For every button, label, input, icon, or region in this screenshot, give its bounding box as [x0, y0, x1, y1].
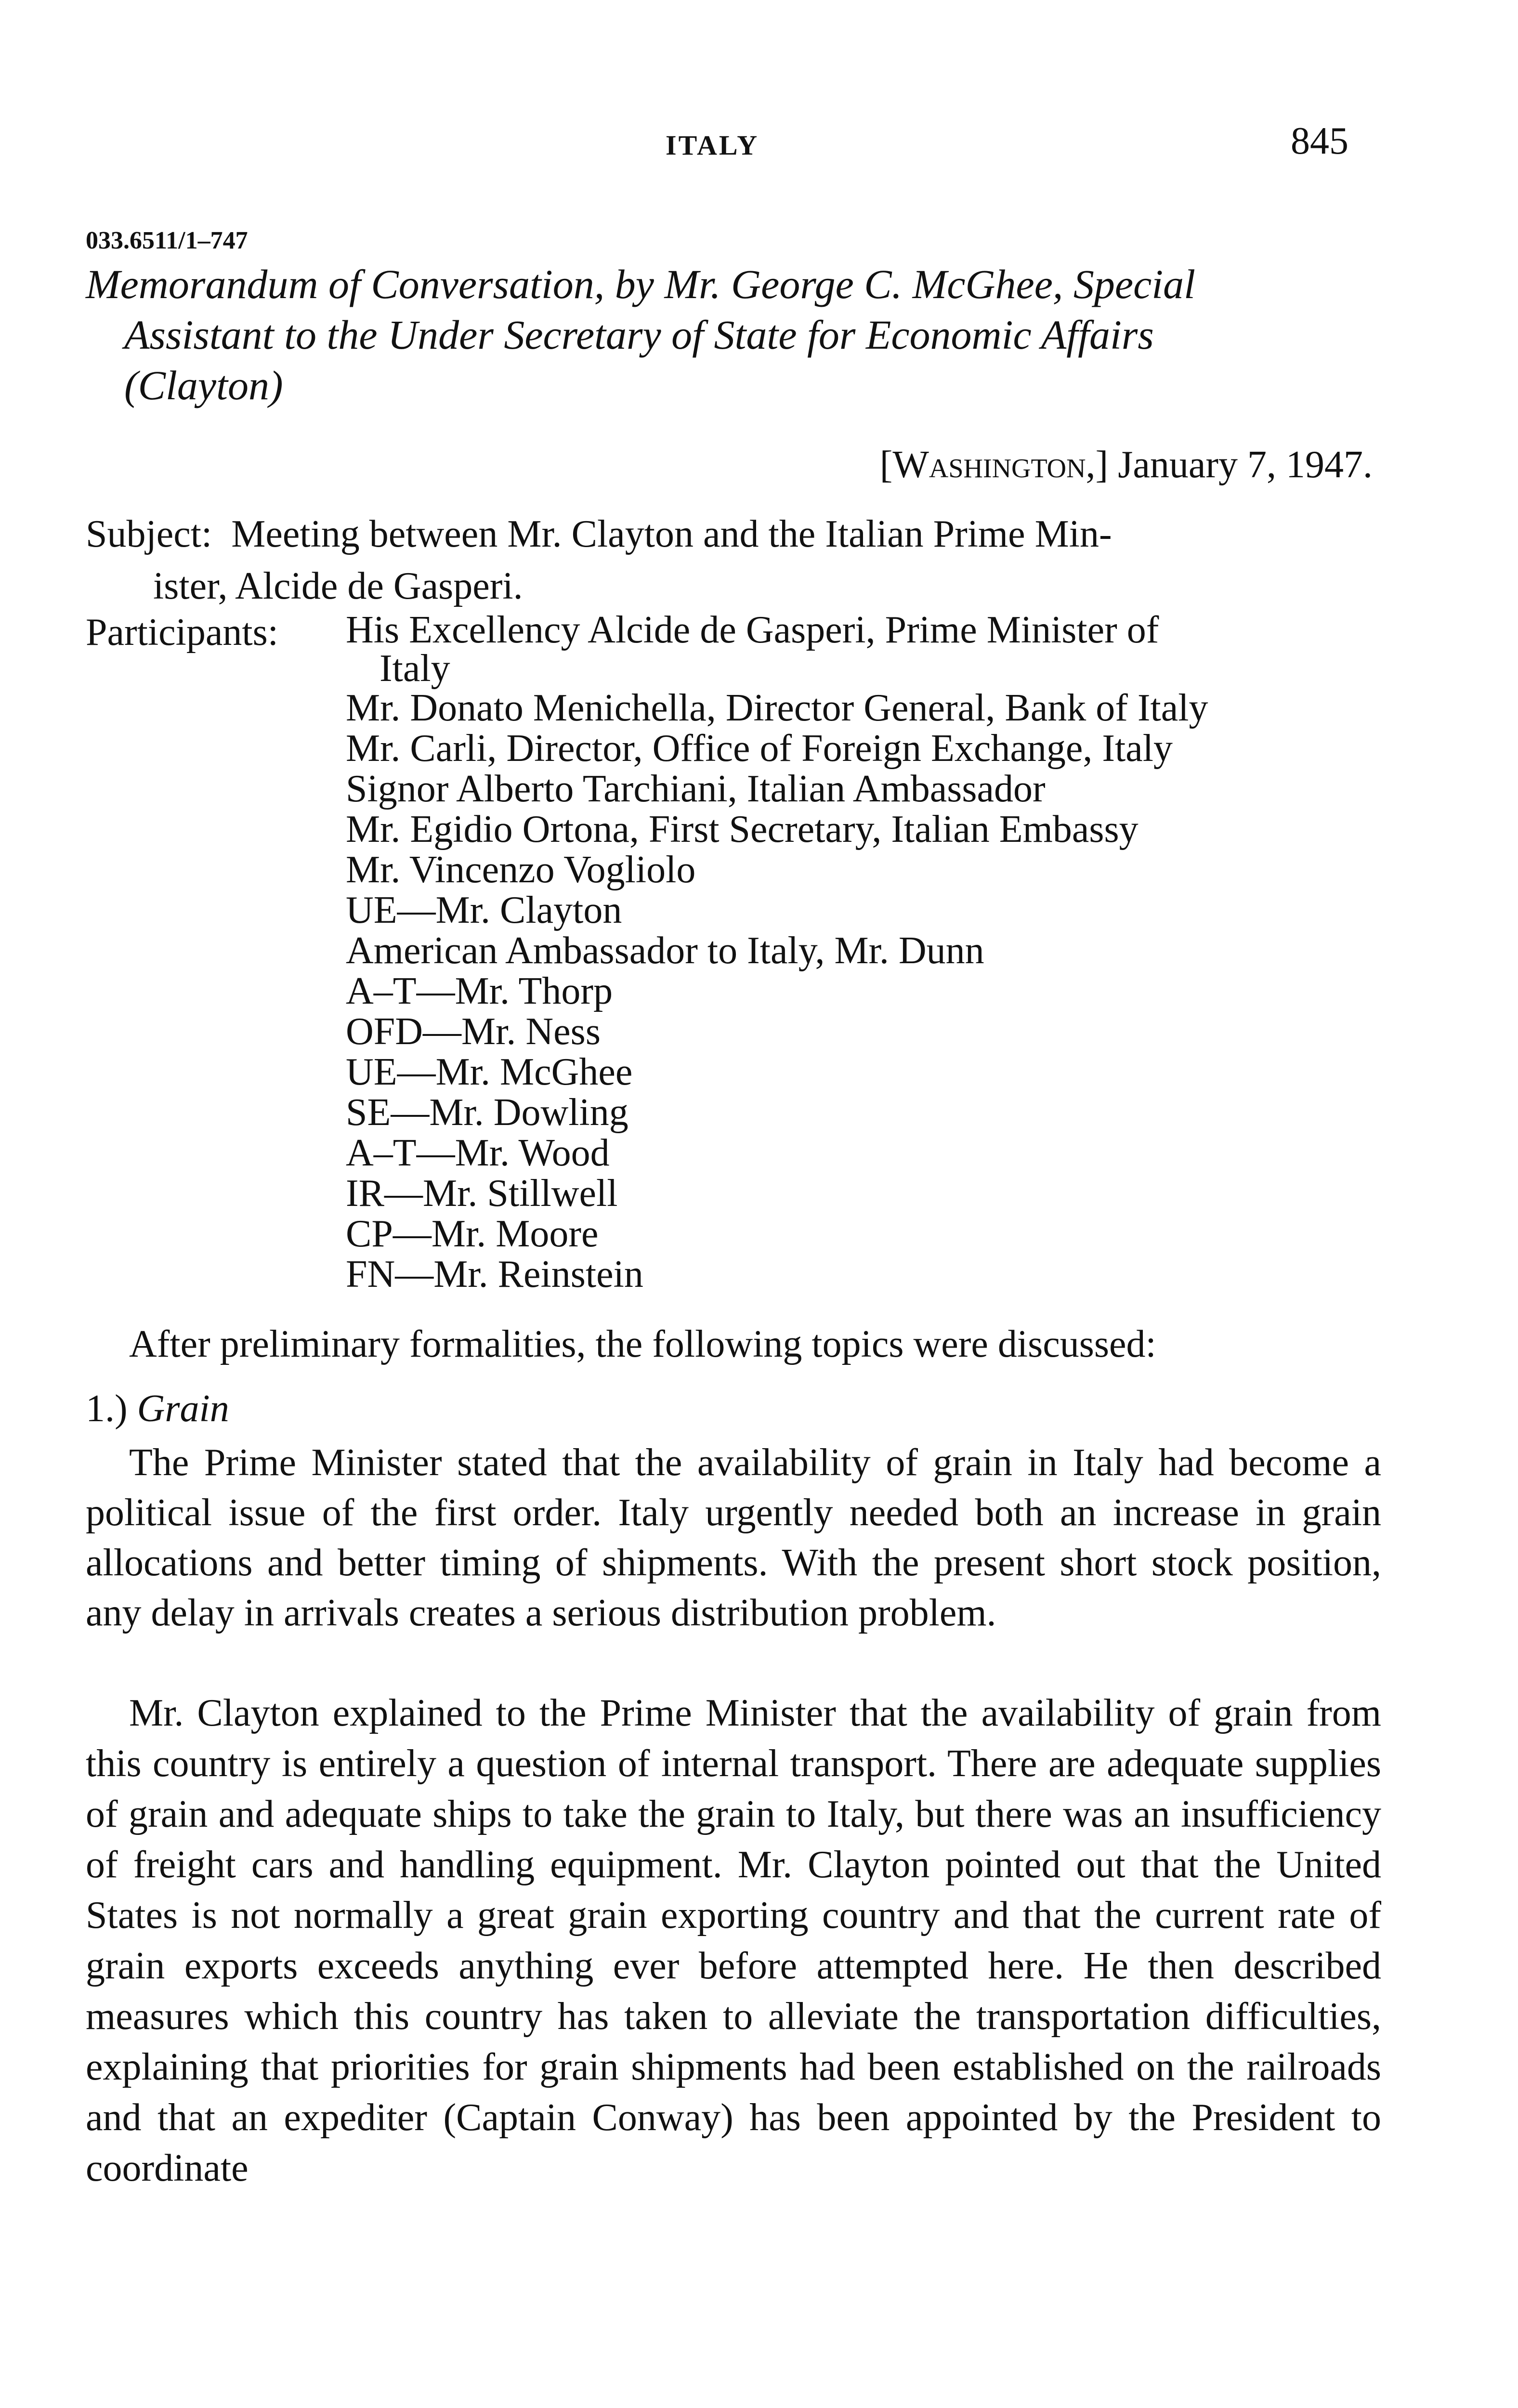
section-heading	[86, 1387, 229, 1431]
dateline-date: January 7, 1947.	[1108, 444, 1373, 486]
running-head: ITALY	[666, 130, 759, 161]
title-line-2: Assistant to the Under Secretary of State for Economic Affairs	[124, 312, 1154, 358]
participant-name-continued: Italy	[380, 647, 450, 690]
file-number: 033.6511/1–747	[86, 227, 248, 254]
participants-label: Participants:	[86, 611, 278, 654]
title-line-1: Memorandum of Conversation, by Mr. George C. McGhee, Special	[86, 261, 1196, 307]
section-title: Grain	[137, 1387, 229, 1430]
participant-item: IR—Mr. Stillwell	[346, 1172, 618, 1215]
participant-name: His Excellency Alcide de Gasperi, Prime Minister of	[346, 609, 1159, 651]
dateline	[761, 443, 1373, 487]
page-number: 845	[1291, 120, 1348, 162]
document-title	[86, 259, 1376, 411]
participants-list	[346, 611, 1381, 1295]
participant-item: American Ambassador to Italy, Mr. Dunn	[346, 929, 984, 972]
participant-item: SE—Mr. Dowling	[346, 1091, 628, 1134]
participant-item: FN—Mr. Reinstein	[346, 1253, 643, 1296]
participant-item	[346, 611, 1381, 688]
participant-item: CP—Mr. Moore	[346, 1213, 599, 1255]
subject-label: Subject:	[86, 513, 212, 555]
subject-block	[86, 508, 1381, 612]
subject-line-1: Meeting between Mr. Clayton and the Italian Prime Min-	[231, 513, 1112, 555]
participant-item: UE—Mr. McGhee	[346, 1051, 633, 1093]
body-paragraph: Mr. Clayton explained to the Prime Minister that the availability of grain from this country is entirely a question of internal transport. There are adequate supplies of grain and adequate ships to take the grain to Italy, but there was an insufficiency of freight cars and handling equipment. Mr. Clayton pointed out that the United States is not normally a great grain exporting country and that the current rate of grain exports exceeds anything ever before attempted here. He then described measures which this country has taken to alleviate the transportation difficulties, explaining that priorities for grain shipments had been established on the railroads and that an expediter (Captain Conway) has been appointed by the President to coordinate	[86, 1692, 1381, 2189]
body-paragraph: The Prime Minister stated that the availability of grain in Italy had become a political issue of the first order. Italy urgently needed both an increase in grain allocations and better timing of shipments. With the present short stock position, any delay in arrivals creates a serious distribution problem.	[86, 1441, 1381, 1634]
participant-item: Mr. Donato Menichella, Director General, Bank of Italy	[346, 687, 1208, 729]
participant-item: Signor Alberto Tarchiani, Italian Ambassador	[346, 768, 1046, 810]
subject-line-2: ister, Alcide de Gasperi.	[153, 565, 523, 607]
participant-item: A–T—Mr. Wood	[346, 1132, 610, 1174]
section-number: 1.)	[86, 1387, 137, 1430]
participant-item: Mr. Egidio Ortona, First Secretary, Italian Embassy	[346, 808, 1138, 851]
participant-item: A–T—Mr. Thorp	[346, 970, 613, 1012]
participant-item: OFD—Mr. Ness	[346, 1010, 601, 1053]
participant-item: Mr. Vincenzo Vogliolo	[346, 849, 696, 891]
title-line-3: (Clayton)	[124, 362, 283, 408]
participant-item: UE—Mr. Clayton	[346, 889, 622, 931]
dateline-place: [Washington,]	[879, 444, 1109, 486]
participant-item: Mr. Carli, Director, Office of Foreign Exchange, Italy	[346, 727, 1173, 770]
intro-sentence: After preliminary formalities, the following topics were discussed:	[129, 1323, 1156, 1365]
